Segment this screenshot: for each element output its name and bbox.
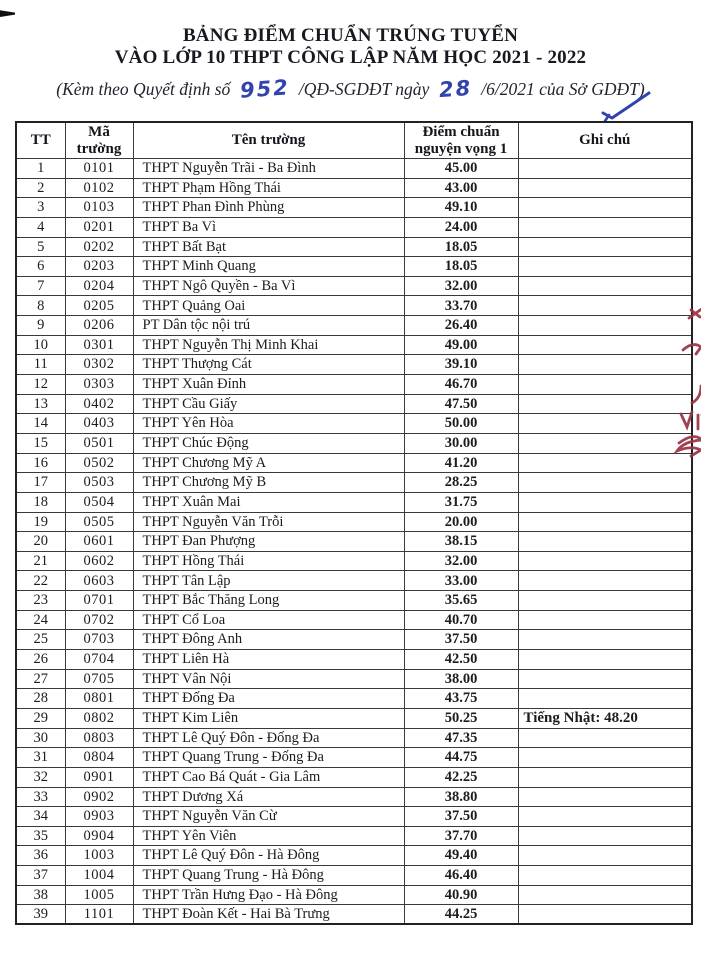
row-index-cell: 5	[16, 237, 65, 257]
handwritten-day: 28	[437, 75, 473, 103]
note-cell	[518, 905, 692, 925]
note-cell	[518, 257, 692, 277]
document-title-line2: VÀO LỚP 10 THPT CÔNG LẬP NĂM HỌC 2021 - 2022	[114, 47, 587, 68]
school-code-cell: 0504	[65, 492, 133, 512]
header-cutoff-score: Điểm chuẩn nguyện vọng 1	[404, 122, 518, 159]
row-index-cell: 13	[16, 394, 65, 414]
school-name-cell: THPT Cao Bá Quát - Gia Lâm	[133, 767, 404, 787]
table-row	[16, 866, 692, 886]
cutoff-score-cell: 50.25	[404, 708, 518, 728]
document-title-line1: BẢNG ĐIỂM CHUẨN TRÚNG TUYỂN	[182, 25, 519, 46]
school-code-cell: 0302	[65, 355, 133, 375]
school-name-cell: THPT Nguyễn Văn Cừ	[133, 807, 404, 827]
school-name-cell: THPT Đan Phượng	[133, 532, 404, 552]
cutoff-score-cell: 40.70	[404, 610, 518, 630]
row-index-cell: 6	[16, 257, 65, 277]
row-index-cell: 23	[16, 591, 65, 611]
cutoff-score-cell: 20.00	[404, 512, 518, 532]
red-handwritten-margin-note-icon	[649, 300, 701, 465]
row-index-cell: 27	[16, 669, 65, 689]
school-code-cell: 0902	[65, 787, 133, 807]
school-code-cell: 0602	[65, 551, 133, 571]
header-school-name: Tên trường	[133, 122, 404, 159]
table-row	[16, 591, 692, 611]
table-row	[16, 767, 692, 787]
row-index-cell: 20	[16, 532, 65, 552]
row-index-cell: 39	[16, 905, 65, 925]
table-row	[16, 689, 692, 709]
school-code-cell: 0206	[65, 316, 133, 336]
school-name-cell: THPT Kim Liên	[133, 708, 404, 728]
school-name-cell: THPT Hồng Thái	[133, 551, 404, 571]
school-code-cell: 0503	[65, 473, 133, 493]
school-code-cell: 0502	[65, 453, 133, 473]
cutoff-score-cell: 28.25	[404, 473, 518, 493]
row-index-cell: 25	[16, 630, 65, 650]
cutoff-score-cell: 49.10	[404, 198, 518, 218]
table-body	[16, 159, 692, 925]
school-name-cell: THPT Nguyễn Văn Trỗi	[133, 512, 404, 532]
row-index-cell: 22	[16, 571, 65, 591]
row-index-cell: 32	[16, 767, 65, 787]
note-cell	[518, 826, 692, 846]
cutoff-score-cell: 33.70	[404, 296, 518, 316]
cutoff-score-cell: 32.00	[404, 551, 518, 571]
school-code-cell: 0702	[65, 610, 133, 630]
row-index-cell: 3	[16, 198, 65, 218]
subtitle-prefix: (Kèm theo Quyết định số	[56, 79, 231, 99]
table-header	[16, 122, 692, 159]
school-code-cell: 0803	[65, 728, 133, 748]
note-cell	[518, 571, 692, 591]
cutoff-score-cell: 46.70	[404, 375, 518, 395]
school-code-cell: 1004	[65, 866, 133, 886]
cutoff-score-cell: 41.20	[404, 453, 518, 473]
cutoff-score-cell: 43.75	[404, 689, 518, 709]
table-row	[16, 198, 692, 218]
subtitle-suffix: /6/2021 của Sở GDĐT)	[481, 79, 645, 99]
school-code-cell: 0701	[65, 591, 133, 611]
school-name-cell: THPT Yên Hòa	[133, 414, 404, 434]
table-row	[16, 708, 692, 728]
row-index-cell: 15	[16, 433, 65, 453]
cutoff-score-cell: 18.05	[404, 257, 518, 277]
table-row	[16, 846, 692, 866]
school-name-cell: THPT Đoàn Kết - Hai Bà Trưng	[133, 905, 404, 925]
note-cell	[518, 178, 692, 198]
school-name-cell: THPT Thượng Cát	[133, 355, 404, 375]
table-row	[16, 571, 692, 591]
note-cell	[518, 885, 692, 905]
table-row	[16, 375, 692, 395]
cutoff-score-cell: 49.40	[404, 846, 518, 866]
table-row	[16, 316, 692, 336]
school-code-cell: 0704	[65, 650, 133, 670]
row-index-cell: 24	[16, 610, 65, 630]
subtitle-middle: /QĐ-SGDĐT ngày	[298, 79, 430, 99]
row-index-cell: 18	[16, 492, 65, 512]
school-code-cell: 0203	[65, 257, 133, 277]
row-index-cell: 10	[16, 335, 65, 355]
note-cell	[518, 237, 692, 257]
school-code-cell: 0901	[65, 767, 133, 787]
note-cell: Tiếng Nhật: 48.20	[518, 708, 692, 728]
table-row	[16, 787, 692, 807]
school-code-cell: 1003	[65, 846, 133, 866]
school-code-cell: 0102	[65, 178, 133, 198]
note-cell	[518, 787, 692, 807]
table-row	[16, 414, 692, 434]
cutoff-score-cell: 37.50	[404, 807, 518, 827]
note-cell	[518, 767, 692, 787]
row-index-cell: 38	[16, 885, 65, 905]
handwritten-decision-number: 952	[238, 75, 291, 103]
row-index-cell: 34	[16, 807, 65, 827]
cutoff-score-cell: 44.25	[404, 905, 518, 925]
school-code-cell: 0303	[65, 375, 133, 395]
table-row	[16, 551, 692, 571]
school-name-cell: THPT Quang Trung - Hà Đông	[133, 866, 404, 886]
handwritten-check-mark-icon	[597, 88, 655, 122]
note-cell	[518, 689, 692, 709]
school-code-cell: 0601	[65, 532, 133, 552]
row-index-cell: 17	[16, 473, 65, 493]
table-row	[16, 433, 692, 453]
row-index-cell: 9	[16, 316, 65, 336]
table-row	[16, 159, 692, 179]
school-name-cell: THPT Ngô Quyền - Ba Vì	[133, 276, 404, 296]
note-cell	[518, 512, 692, 532]
school-code-cell: 0204	[65, 276, 133, 296]
table-row	[16, 512, 692, 532]
note-cell	[518, 807, 692, 827]
school-code-cell: 0402	[65, 394, 133, 414]
note-cell	[518, 473, 692, 493]
row-index-cell: 29	[16, 708, 65, 728]
school-code-cell: 0903	[65, 807, 133, 827]
school-code-cell: 0103	[65, 198, 133, 218]
school-name-cell: THPT Lê Quý Đôn - Đống Đa	[133, 728, 404, 748]
school-name-cell: THPT Tân Lập	[133, 571, 404, 591]
school-name-cell: THPT Bắc Thăng Long	[133, 591, 404, 611]
row-index-cell: 12	[16, 375, 65, 395]
note-cell	[518, 846, 692, 866]
note-cell	[518, 217, 692, 237]
school-code-cell: 0301	[65, 335, 133, 355]
cutoff-score-cell: 47.35	[404, 728, 518, 748]
header-tt: TT	[16, 122, 65, 159]
note-cell	[518, 276, 692, 296]
cutoff-score-cell: 31.75	[404, 492, 518, 512]
table-row	[16, 905, 692, 925]
row-index-cell: 16	[16, 453, 65, 473]
table-row	[16, 335, 692, 355]
row-index-cell: 31	[16, 748, 65, 768]
cutoff-score-cell: 32.00	[404, 276, 518, 296]
school-name-cell: THPT Ba Vì	[133, 217, 404, 237]
note-cell	[518, 591, 692, 611]
school-code-cell: 0201	[65, 217, 133, 237]
cutoff-score-cell: 40.90	[404, 885, 518, 905]
table-row	[16, 473, 692, 493]
cutoff-score-cell: 49.00	[404, 335, 518, 355]
note-cell	[518, 748, 692, 768]
table-row	[16, 532, 692, 552]
table-row	[16, 492, 692, 512]
table-row	[16, 257, 692, 277]
note-cell	[518, 492, 692, 512]
table-row	[16, 276, 692, 296]
school-code-cell: 0802	[65, 708, 133, 728]
school-name-cell: THPT Lê Quý Đôn - Hà Đông	[133, 846, 404, 866]
cutoff-score-cell: 45.00	[404, 159, 518, 179]
table-row	[16, 217, 692, 237]
cutoff-score-cell: 42.50	[404, 650, 518, 670]
cutoff-score-cell: 24.00	[404, 217, 518, 237]
row-index-cell: 7	[16, 276, 65, 296]
table-row	[16, 453, 692, 473]
school-name-cell: THPT Minh Quang	[133, 257, 404, 277]
school-name-cell: THPT Yên Viên	[133, 826, 404, 846]
school-code-cell: 0202	[65, 237, 133, 257]
note-cell	[518, 610, 692, 630]
document-subtitle	[0, 75, 701, 103]
table-row	[16, 630, 692, 650]
school-code-cell: 0801	[65, 689, 133, 709]
cutoff-score-cell: 18.05	[404, 237, 518, 257]
cutoff-score-cell: 35.65	[404, 591, 518, 611]
school-code-cell: 0804	[65, 748, 133, 768]
note-cell	[518, 551, 692, 571]
school-name-cell: THPT Trần Hưng Đạo - Hà Đông	[133, 885, 404, 905]
school-code-cell: 1005	[65, 885, 133, 905]
table-row	[16, 885, 692, 905]
table-row	[16, 650, 692, 670]
school-name-cell: THPT Liên Hà	[133, 650, 404, 670]
school-name-cell: THPT Dương Xá	[133, 787, 404, 807]
school-name-cell: THPT Đông Anh	[133, 630, 404, 650]
table-row	[16, 728, 692, 748]
header-notes: Ghi chú	[518, 122, 692, 159]
school-name-cell: THPT Xuân Mai	[133, 492, 404, 512]
note-cell	[518, 630, 692, 650]
note-cell	[518, 532, 692, 552]
school-name-cell: THPT Nguyễn Thị Minh Khai	[133, 335, 404, 355]
row-index-cell: 2	[16, 178, 65, 198]
cutoff-score-cell: 47.50	[404, 394, 518, 414]
school-code-cell: 0501	[65, 433, 133, 453]
school-code-cell: 0705	[65, 669, 133, 689]
school-code-cell: 0703	[65, 630, 133, 650]
row-index-cell: 26	[16, 650, 65, 670]
cutoff-score-cell: 37.50	[404, 630, 518, 650]
table-row	[16, 355, 692, 375]
school-name-cell: THPT Chương Mỹ A	[133, 453, 404, 473]
school-name-cell: THPT Chương Mỹ B	[133, 473, 404, 493]
row-index-cell: 8	[16, 296, 65, 316]
header-school-code: Mã trường	[65, 122, 133, 159]
row-index-cell: 37	[16, 866, 65, 886]
cutoff-score-cell: 38.15	[404, 532, 518, 552]
cutoff-score-cell: 50.00	[404, 414, 518, 434]
table-row	[16, 296, 692, 316]
school-code-cell: 0904	[65, 826, 133, 846]
table-row	[16, 610, 692, 630]
table-row	[16, 807, 692, 827]
table-row	[16, 178, 692, 198]
school-code-cell: 0403	[65, 414, 133, 434]
school-name-cell: THPT Chúc Động	[133, 433, 404, 453]
note-cell	[518, 866, 692, 886]
school-code-cell: 0603	[65, 571, 133, 591]
cutoff-score-cell: 26.40	[404, 316, 518, 336]
cutoff-score-cell: 38.00	[404, 669, 518, 689]
cutoff-score-cell: 42.25	[404, 767, 518, 787]
school-name-cell: THPT Bất Bạt	[133, 237, 404, 257]
school-name-cell: THPT Nguyễn Trãi - Ba Đình	[133, 159, 404, 179]
school-name-cell: THPT Xuân Đỉnh	[133, 375, 404, 395]
school-name-cell: PT Dân tộc nội trú	[133, 316, 404, 336]
school-name-cell: THPT Vân Nội	[133, 669, 404, 689]
cutoff-score-cell: 38.80	[404, 787, 518, 807]
cutoff-score-cell: 43.00	[404, 178, 518, 198]
school-code-cell: 1101	[65, 905, 133, 925]
row-index-cell: 30	[16, 728, 65, 748]
row-index-cell: 19	[16, 512, 65, 532]
school-name-cell: THPT Cổ Loa	[133, 610, 404, 630]
scan-smudge-mark	[0, 9, 15, 17]
row-index-cell: 1	[16, 159, 65, 179]
row-index-cell: 28	[16, 689, 65, 709]
school-name-cell: THPT Phan Đình Phùng	[133, 198, 404, 218]
school-name-cell: THPT Cầu Giấy	[133, 394, 404, 414]
table-header-row	[16, 122, 692, 159]
cutoff-score-cell: 46.40	[404, 866, 518, 886]
school-name-cell: THPT Phạm Hồng Thái	[133, 178, 404, 198]
row-index-cell: 33	[16, 787, 65, 807]
row-index-cell: 11	[16, 355, 65, 375]
school-code-cell: 0101	[65, 159, 133, 179]
school-code-cell: 0505	[65, 512, 133, 532]
cutoff-score-cell: 30.00	[404, 433, 518, 453]
note-cell	[518, 198, 692, 218]
cutoff-score-cell: 37.70	[404, 826, 518, 846]
school-code-cell: 0205	[65, 296, 133, 316]
row-index-cell: 36	[16, 846, 65, 866]
cutoff-score-cell: 33.00	[404, 571, 518, 591]
school-name-cell: THPT Quang Trung - Đống Đa	[133, 748, 404, 768]
table-row	[16, 237, 692, 257]
table-row	[16, 826, 692, 846]
note-cell	[518, 650, 692, 670]
table-row	[16, 669, 692, 689]
note-cell	[518, 159, 692, 179]
row-index-cell: 14	[16, 414, 65, 434]
table-row	[16, 748, 692, 768]
row-index-cell: 21	[16, 551, 65, 571]
school-name-cell: THPT Quảng Oai	[133, 296, 404, 316]
score-table	[15, 121, 693, 925]
note-cell	[518, 728, 692, 748]
cutoff-score-cell: 44.75	[404, 748, 518, 768]
row-index-cell: 4	[16, 217, 65, 237]
note-cell	[518, 669, 692, 689]
school-name-cell: THPT Đống Đa	[133, 689, 404, 709]
cutoff-score-cell: 39.10	[404, 355, 518, 375]
table-row	[16, 394, 692, 414]
row-index-cell: 35	[16, 826, 65, 846]
